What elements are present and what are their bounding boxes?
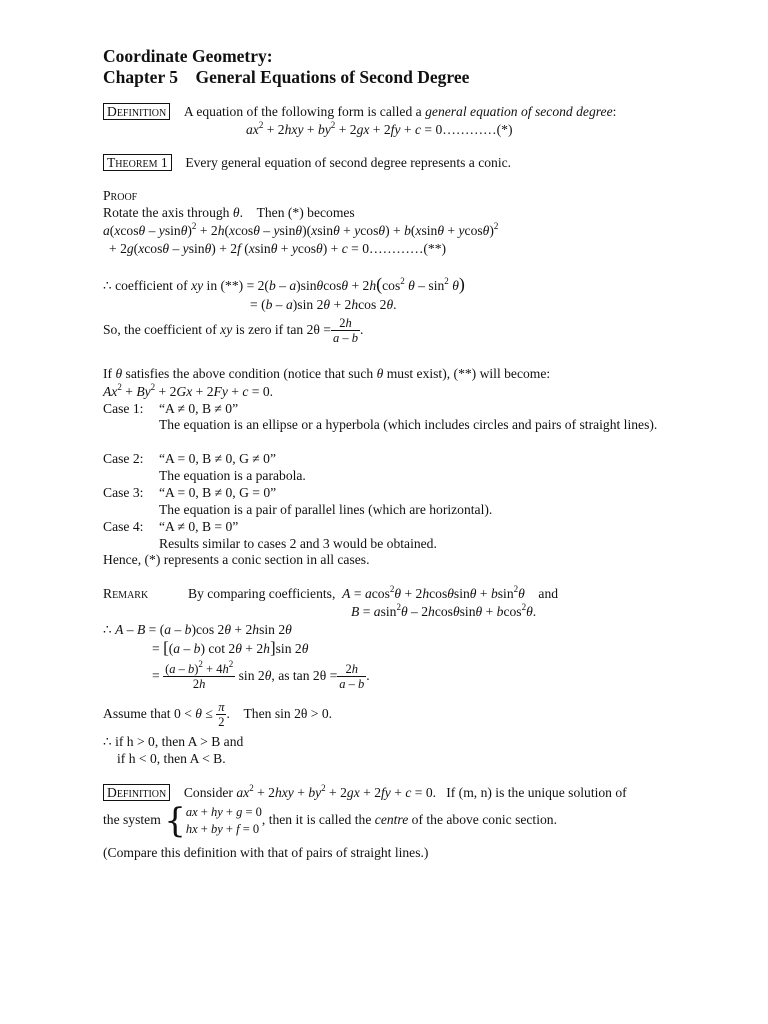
system-equations: ax + hy + g = 0 hx + by + f = 0 [185,804,262,836]
system-line [103,800,557,840]
case-1-label: Case 1: [103,401,144,416]
then-called-text: , then it is called the [261,812,372,827]
assume-text: Assume that [103,706,171,721]
must-text: must exist), (**) will become: [386,366,551,381]
remark-text: By comparing coefficients, [188,586,336,601]
case-3-label: Case 3: [103,485,144,500]
coefficient-line-1: ∴ coefficient of xy in (**) = $2(b - a)\sin\theta\cos\theta + 2h(\cos^2$ θ – $\sin^2 \theta$) [103,274,465,294]
as-tan-text: , as tan 2θ = [271,668,338,683]
if-h-positive: ∴ if h > 0, then A > B and [103,734,244,749]
a-minus-b-line-2: = [(a – b) cot 2θ + 2h]sin 2θ [152,638,309,657]
so-text-2: is zero if tan 2θ = [235,322,331,337]
coefficient-line-2: = (b – a)sin 2θ + 2hcos 2θ. [250,297,397,312]
title-line-1: Coordinate Geometry: [103,46,273,66]
case-4-description: Results similar to cases 2 and 3 would be obtained. [159,536,437,551]
if-text: satisfies the above condition (notice that such [125,366,374,381]
coefficient-zero-condition: So, the coefficient of xy is zero if tan 2θ = $\frac{2h}{a - b}$ . [103,316,364,346]
definition-1 [103,103,616,120]
assume-line: Assume that 0 < θ ≤ $\frac{\pi}{2}$ . Then sin 2θ > 0. [103,700,333,730]
so-text: So, the coefficient of [103,322,217,337]
proof-heading: Proof [103,188,138,203]
consider-text: Consider [183,785,233,800]
centre-term: centre [374,812,409,827]
fraction-pi-over-2: $\frac{\pi}{2}$ [218,700,225,730]
case-1-condition: “A ≠ 0, B ≠ 0” [159,401,239,416]
coef-intro: coefficient of [115,278,188,293]
case-3-condition: “A = 0, B ≠ 0, G = 0” [159,485,277,500]
if-h-positive-text: if h > 0, then A > B and [115,734,244,749]
rotate-text: Rotate the axis through [103,205,230,220]
remark-and: and [538,586,559,601]
then-text: Then (*) becomes [256,205,355,220]
definition-1-term: general equation of second degree [425,104,613,119]
case-2-label: Case 2: [103,451,144,466]
then-sin-text: Then sin 2θ > 0. [243,706,333,721]
a-minus-b-line-3: = $\frac{(a - b)^2 + 4h^2}{2h}$ sin 2θ, as tan 2θ = $\frac{2h}{a - b}$ . [152,659,370,692]
fraction-squared-terms: $\frac{(a - b)^2 + 4h^2}{2h}$ [165,659,234,692]
fraction-2h-over-a-minus-b-remark: $\frac{2h}{a - b}$ [339,662,365,692]
equation-star-label: …………(*) [442,122,513,137]
theorem-1 [103,154,511,171]
system-brace: { [164,800,186,841]
title-line-2: Chapter 5 General Equations of Second Degree [103,67,470,87]
system-text: the system [103,812,161,827]
remark-tag: Remark [103,586,149,601]
proof-rotate: Rotate the axis through θ. Then (*) becomes [103,205,355,220]
rotated-equation-2: + 2g(xcosθ – ysinθ) + 2f (xsinθ + ycosθ) + c = 0…………(**) [109,241,447,256]
hence-conclusion: Hence, (*) represents a conic section in all cases. [103,552,370,567]
case-1-description: The equation is an ellipse or a hyperbola (which includes circles and pairs of straight lines). [159,417,658,432]
compare-note: (Compare this definition with that of pairs of straight lines.) [103,845,429,860]
case-4-label: Case 4: [103,519,144,534]
definition-tag: Definition [103,103,170,120]
definition-2: Definition Consider $ax^2 + 2hxy + by^2 + 2gx + 2fy + c = 0$. If (m, n) is the unique solution of [103,784,627,801]
if-h-negative: if h < 0, then A < B. [117,751,226,766]
case-4-condition: “A ≠ 0, B = 0” [159,519,239,534]
unique-solution-text: If (m, n) is the unique solution of [446,785,627,800]
if-theta-line: If θ satisfies the above condition (notice that such θ must exist), (**) will become: [103,366,551,381]
definition-1-text: A equation of the following form is called a [183,104,422,119]
equation-dstar-label: …………(**) [369,241,447,256]
remark-b-equation: B = asin$^2$θ – 2hcosθsinθ + bcos$^2$θ. [351,602,537,619]
equation-star: $ax^2 + 2hxy + by^2 + 2gx + 2fy + c$ = 0…………(*) [246,120,513,137]
case-2-description: The equation is a parabola. [159,468,306,483]
fraction-2h-over-a-minus-b: $\frac{2h}{a - b}$ [332,316,358,346]
case-3-description: The equation is a pair of parallel lines (which are horizontal). [159,502,493,517]
coef-in: in (**) = [206,278,255,293]
rotated-equation-1: $a(xcos\theta - ysin\theta)^2 + 2h(xcos\theta - ysin\theta)(xsin\theta + ycos\theta) + b(xsin\theta + ycos\theta)^2$ [103,221,499,238]
of-above-text: of the above conic section. [411,812,557,827]
theorem-tag: Theorem 1 [103,154,172,171]
definition-2-tag: Definition [103,784,170,801]
reduced-equation: $Ax^2 + By^2 + 2Gx + 2Fy + c = 0$. [103,382,274,399]
remark-text-line-1: By comparing coefficients, A = acos$^2$θ + 2hcosθsinθ + bsin$^2$θ and [188,584,559,601]
theorem-1-text: Every general equation of second degree represents a conic. [185,155,512,170]
case-2-condition: “A = 0, B ≠ 0, G ≠ 0” [159,451,276,466]
a-minus-b-line-1: ∴ A – B = (a – b)cos 2θ + 2hsin 2θ [103,622,292,637]
definition-1-colon: : [612,104,617,119]
